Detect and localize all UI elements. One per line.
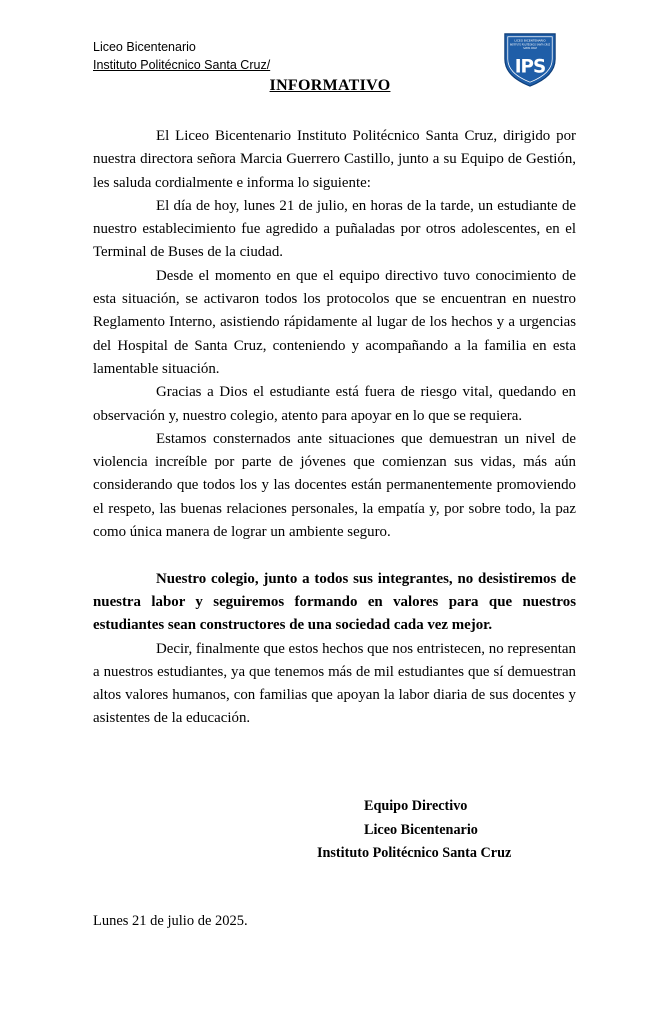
paragraph-commitment: Nuestro colegio, junto a todos sus integrantes, no desistiremos de nuestra labor y seguiremos formando en valores para que nuestros estudiantes sean constructores de una sociedad cada vez mejor. [93,570,576,634]
paragraph-violence-concern: Estamos consternados ante situaciones que demuestran un nivel de violencia increíble por parte de jóvenes que comienzan sus vidas, más aún considerando que todos los y las docentes están permanentemente promoviendo el respeto, las buenas relaciones personales, la empatía y, por sobre todo, la paz como única manera de lograr un ambiente seguro. [93,430,576,541]
signature-school: Liceo Bicentenario [364,821,478,838]
paragraph-student-status: Gracias a Dios el estudiante está fuera de riesgo vital, quedando en observación y, nuestro colegio, atento para apoyar en lo que se requiera. [93,384,576,424]
letterhead-institute-name: Instituto Politécnico Santa Cruz/ [93,58,271,72]
signature-team: Equipo Directivo [364,798,468,814]
signature-institute: Instituto Politécnico Santa Cruz [317,845,512,861]
document-date: Lunes 21 de julio de 2025. [93,913,248,929]
letterhead-school-name: Liceo Bicentenario [93,40,196,54]
logo-top-text-1: LICEO BICENTENARIO [514,38,546,43]
paragraph-incident: El día de hoy, lunes 21 de julio, en horas de la tarde, un estudiante de nuestro establecimiento fue agredido a puñaladas por otros adolescentes, en el Terminal de Buses de la ciudad. [93,197,576,261]
logo-top-text-3: SANTA CRUZ [523,47,537,50]
document-body [93,125,576,731]
logo-letters: IPS [514,56,546,78]
paragraph-protocols: Desde el momento en que el equipo directivo tuvo conocimiento de esta situación, se activaron todos los protocolos que se encuentran en nuestro Reglamento Interno, asistiendo rápidamente al lugar de los hechos y a urgencias del Hospital de Santa Cruz, conteniendo y acompañando a la familia en esta lamentable situación. [93,267,576,377]
document-title: INFORMATIVO [269,77,391,94]
letterhead [93,38,270,74]
paragraph-closing: Decir, finalmente que estos hechos que nos entristecen, no representan a nuestros estudiantes, ya que tenemos más de mil estudiantes que sí demuestran altos valores humanos, con familias que apoyan la labor diaria de sus docentes y asistentes de la educación. [93,640,576,727]
paragraph-greeting: El Liceo Bicentenario Instituto Politécnico Santa Cruz, dirigido por nuestra directora señora Marcia Guerrero Castillo, junto a su Equipo de Gestión, les saluda cordialmente e informa lo siguiente: [93,128,576,191]
logo-top-text-2: INSTITUTO POLITÉCNICO SANTA CRUZ [509,44,551,47]
